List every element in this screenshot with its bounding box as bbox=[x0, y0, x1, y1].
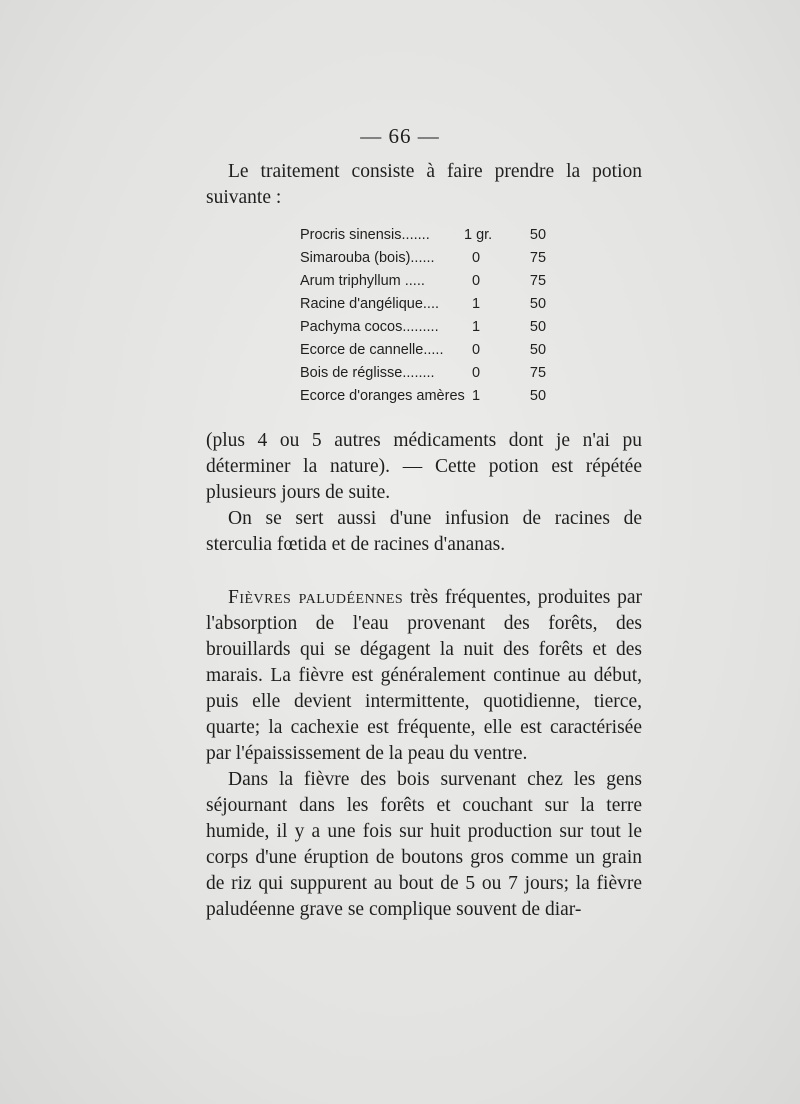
recipe-row bbox=[300, 270, 560, 293]
ingredient-grams: 1 bbox=[471, 319, 481, 335]
body-text bbox=[206, 428, 642, 558]
section-heading: Fièvres paludéennes bbox=[228, 587, 404, 608]
ingredient-name: Simarouba (bois)...... bbox=[300, 250, 435, 266]
ingredient-grams: 1 gr. bbox=[464, 227, 493, 243]
ingredient-name: Arum triphyllum ..... bbox=[300, 273, 425, 289]
intro-paragraph bbox=[206, 159, 642, 211]
ingredient-centigrams: 50 bbox=[529, 342, 547, 358]
ingredient-name: Racine d'angélique.... bbox=[300, 296, 440, 312]
ingredient-name: Pachyma cocos......... bbox=[300, 319, 439, 335]
recipe-row bbox=[300, 316, 560, 339]
ingredient-centigrams: 75 bbox=[529, 365, 547, 381]
page-number: — 66 — bbox=[360, 124, 440, 148]
recipe-row bbox=[300, 247, 560, 270]
ingredient-name: Ecorce de cannelle..... bbox=[300, 342, 444, 358]
ingredient-grams: 0 bbox=[471, 365, 481, 381]
paragraph-fievres bbox=[206, 585, 642, 767]
paragraph-infusion: On se sert aussi d'une infusion de racines de sterculia fœtida et de racines d'ananas. bbox=[206, 508, 642, 555]
recipe-row bbox=[300, 293, 560, 316]
recipe-row bbox=[300, 339, 560, 362]
ingredient-centigrams: 50 bbox=[529, 319, 547, 335]
recipe-row bbox=[300, 385, 560, 408]
ingredient-grams: 1 bbox=[471, 296, 481, 312]
ingredient-grams: 0 bbox=[471, 250, 481, 266]
ingredient-centigrams: 75 bbox=[529, 273, 547, 289]
ingredient-name: Ecorce d'oranges amères bbox=[300, 388, 465, 404]
ingredient-name: Procris sinensis....... bbox=[300, 227, 430, 243]
recipe-row bbox=[300, 224, 560, 247]
intro-text: Le traitement consiste à faire prendre la potion suivante : bbox=[206, 161, 642, 208]
ingredient-grams: 1 bbox=[471, 388, 481, 404]
ingredient-grams: 0 bbox=[471, 273, 481, 289]
paragraph-fievre-des-bois: Dans la fièvre des bois survenant chez les gens séjournant dans les forêts et couchant sur la terre humide, il y a une fois sur huit production sur tout le corps d'une éruption de boutons gros comme un grain de riz qui suppurent au bout de 5 ou 7 jours; la fièvre paludéenne grave se complique souvent de diar- bbox=[206, 769, 642, 920]
ingredient-name: Bois de réglisse........ bbox=[300, 365, 435, 381]
fievres-section bbox=[206, 585, 642, 923]
ingredient-grams: 0 bbox=[471, 342, 481, 358]
recipe-row bbox=[300, 362, 560, 385]
ingredient-centigrams: 50 bbox=[529, 388, 547, 404]
ingredient-centigrams: 75 bbox=[529, 250, 547, 266]
ingredient-centigrams: 50 bbox=[529, 227, 547, 243]
recipe-list bbox=[300, 224, 560, 408]
ingredient-centigrams: 50 bbox=[529, 296, 547, 312]
paragraph-after-recipe: (plus 4 ou 5 autres médicaments dont je n'ai pu déterminer la nature). — Cette potion est répétée plusieurs jours de suite. bbox=[206, 430, 642, 503]
fievres-text: très fréquentes, produites par l'absorption de l'eau provenant des forêts, des brouillards qui se dégagent la nuit des forêts et des marais. La fièvre est généralement continue au début, puis elle devient intermittente, quotidienne, tierce, quarte; la cachexie est fréquente, elle est caractérisée par l'épaississement de la peau du ventre. bbox=[206, 587, 642, 764]
